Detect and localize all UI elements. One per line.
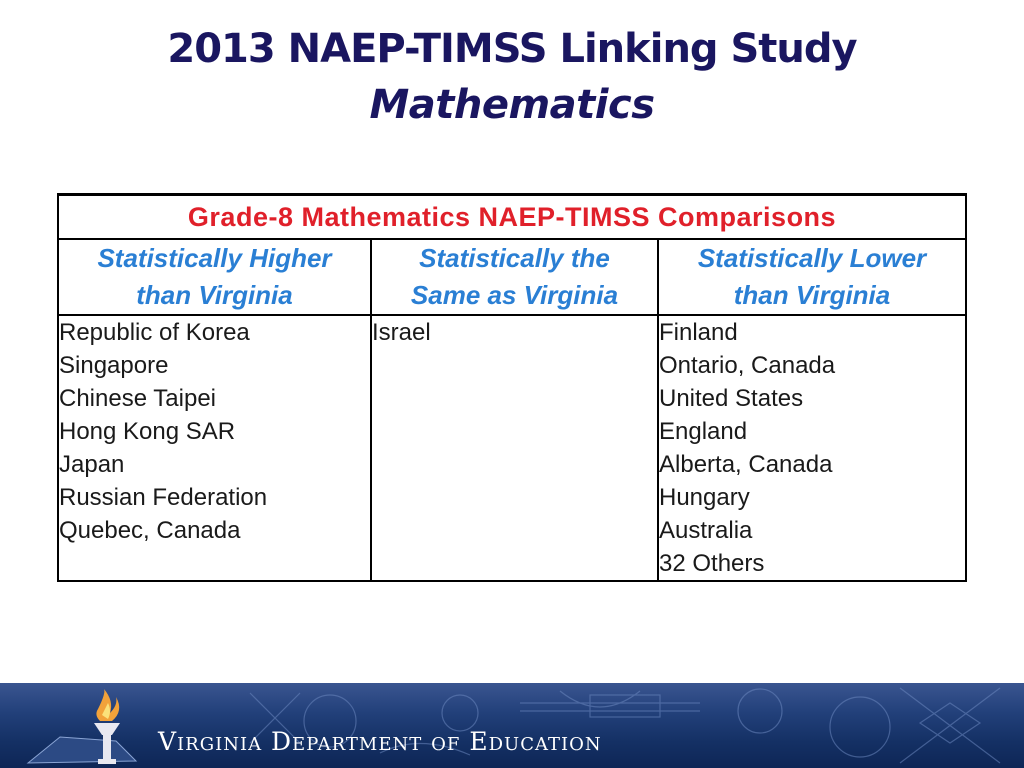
header-higher	[58, 239, 371, 315]
list-item: 32 Others	[659, 550, 765, 577]
table-caption: Grade-8 Mathematics NAEP-TIMSS Comparisons	[58, 195, 966, 240]
list-item: Quebec, Canada	[59, 517, 241, 544]
list-item: Russian Federation	[59, 484, 268, 511]
comparison-table	[57, 193, 967, 582]
list-item: England	[659, 418, 748, 445]
header-higher-line-1: Statistically Higher	[97, 243, 332, 273]
list-item: Alberta, Canada	[659, 451, 833, 478]
list-item: Chinese Taipei	[59, 385, 216, 412]
list-item: Hungary	[659, 484, 750, 511]
header-higher-line-2: than Virginia	[136, 280, 293, 310]
footer-banner	[0, 683, 1024, 768]
department-name: Virginia Department of Education	[158, 727, 602, 756]
header-lower	[658, 239, 966, 315]
column-same	[371, 315, 658, 581]
list-item: Republic of Korea	[59, 319, 250, 346]
header-same	[371, 239, 658, 315]
list-item: Singapore	[59, 352, 169, 379]
list-item: Israel	[372, 319, 431, 346]
title-line-2: Mathematics	[369, 82, 655, 128]
column-lower	[658, 315, 966, 581]
header-same-line-2: Same as Virginia	[410, 280, 619, 310]
list-item: Hong Kong SAR	[59, 418, 236, 445]
list-item: United States	[659, 385, 804, 412]
list-item: Ontario, Canada	[659, 352, 836, 379]
list-item: Finland	[659, 319, 738, 346]
header-lower-line-1: Statistically Lower	[697, 243, 927, 273]
torch-logo	[20, 689, 140, 768]
title-line-1: 2013 NAEP-TIMSS Linking Study	[167, 26, 857, 72]
header-same-line-1: Statistically the	[419, 243, 610, 273]
column-higher	[58, 315, 371, 581]
list-item: Australia	[659, 517, 753, 544]
slide-title	[0, 22, 1024, 134]
header-lower-line-2: than Virginia	[733, 280, 891, 310]
list-item: Japan	[59, 451, 125, 478]
